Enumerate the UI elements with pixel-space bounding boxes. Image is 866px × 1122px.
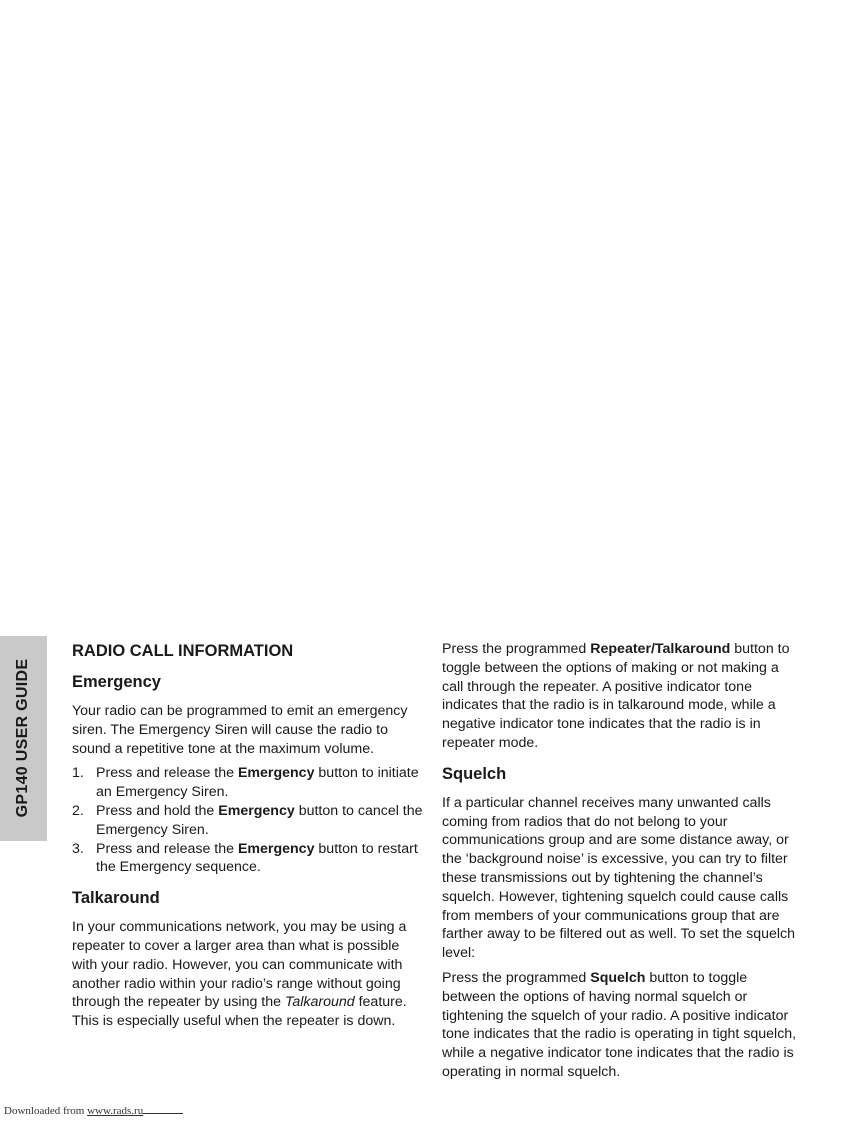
section-title: RADIO CALL INFORMATION xyxy=(72,642,294,660)
squelch-paragraph-2: Press the programmed Squelch button to toggle between the options of having normal squelch or tightening the squelch of your radio. A positive indicator tone indicates that the radio is operating in tight squelch, while a negative indicator tone indicates that the radio is operating in normal squelch. xyxy=(442,969,797,1080)
step-3: 3. Press and release the Emergency button to restart the Emergency sequence. xyxy=(72,840,418,876)
squelch-paragraph-1: If a particular channel receives many unwanted calls coming from radios that do not belong to your communications group and are some distance away, or the ‘background noise’ is excessive, you can try to filter these transmissions out by tightening the channel’s squelch. However, tightening squelch could cause calls from members of your communications group that are farther away to be filtered out as well. To set the squelch level: xyxy=(442,794,796,962)
squelch-heading: Squelch xyxy=(442,764,507,783)
step-2: 2. Press and hold the Emergency button to cancel the Emergency Siren. xyxy=(72,802,423,838)
left-column xyxy=(72,640,424,1031)
step-1: 1. Press and release the Emergency button to initiate an Emergency Siren. xyxy=(72,765,419,801)
download-footer xyxy=(4,1103,183,1117)
emergency-button-name: Emergency xyxy=(237,840,315,857)
footer-link[interactable]: www.rads.ru xyxy=(87,1105,144,1117)
emergency-button-name: Emergency xyxy=(237,765,315,782)
right-column xyxy=(442,640,797,1082)
emergency-steps xyxy=(72,764,424,877)
repeater-paragraph: Press the programmed Repeater/Talkaround button to toggle between the options of making or not making a call through the repeater. A positive indicator tone indicates that the radio is in talkaround mode, while a negative indicator tone indicates that the radio is in repeater mode. xyxy=(442,641,790,751)
squelch-button-name: Squelch xyxy=(590,969,646,986)
step-number: 3. xyxy=(72,840,84,857)
talkaround-heading: Talkaround xyxy=(72,889,160,908)
step-number: 1. xyxy=(72,765,84,782)
talkaround-paragraph: In your communications network, you may be using a repeater to cover a larger area than what is possible with your radio. However, you can communicate with another radio within your radio’s range without going through the repeater by using the Talkaround feature. This is especially useful when the repeater is down. xyxy=(72,919,407,1030)
emergency-intro: Your radio can be programmed to emit an emergency siren. The Emergency Siren will cause the radio to sound a repetitive tone at the maximum volume. xyxy=(72,703,408,757)
repeater-button-name: Repeater/Talkaround xyxy=(590,641,731,657)
step-number: 2. xyxy=(72,802,84,819)
emergency-button-name: Emergency xyxy=(218,802,295,819)
side-tab-label: GP140 USER GUIDE xyxy=(14,658,31,818)
emergency-heading: Emergency xyxy=(72,673,161,691)
footer-prefix: Downloaded from xyxy=(4,1105,88,1117)
